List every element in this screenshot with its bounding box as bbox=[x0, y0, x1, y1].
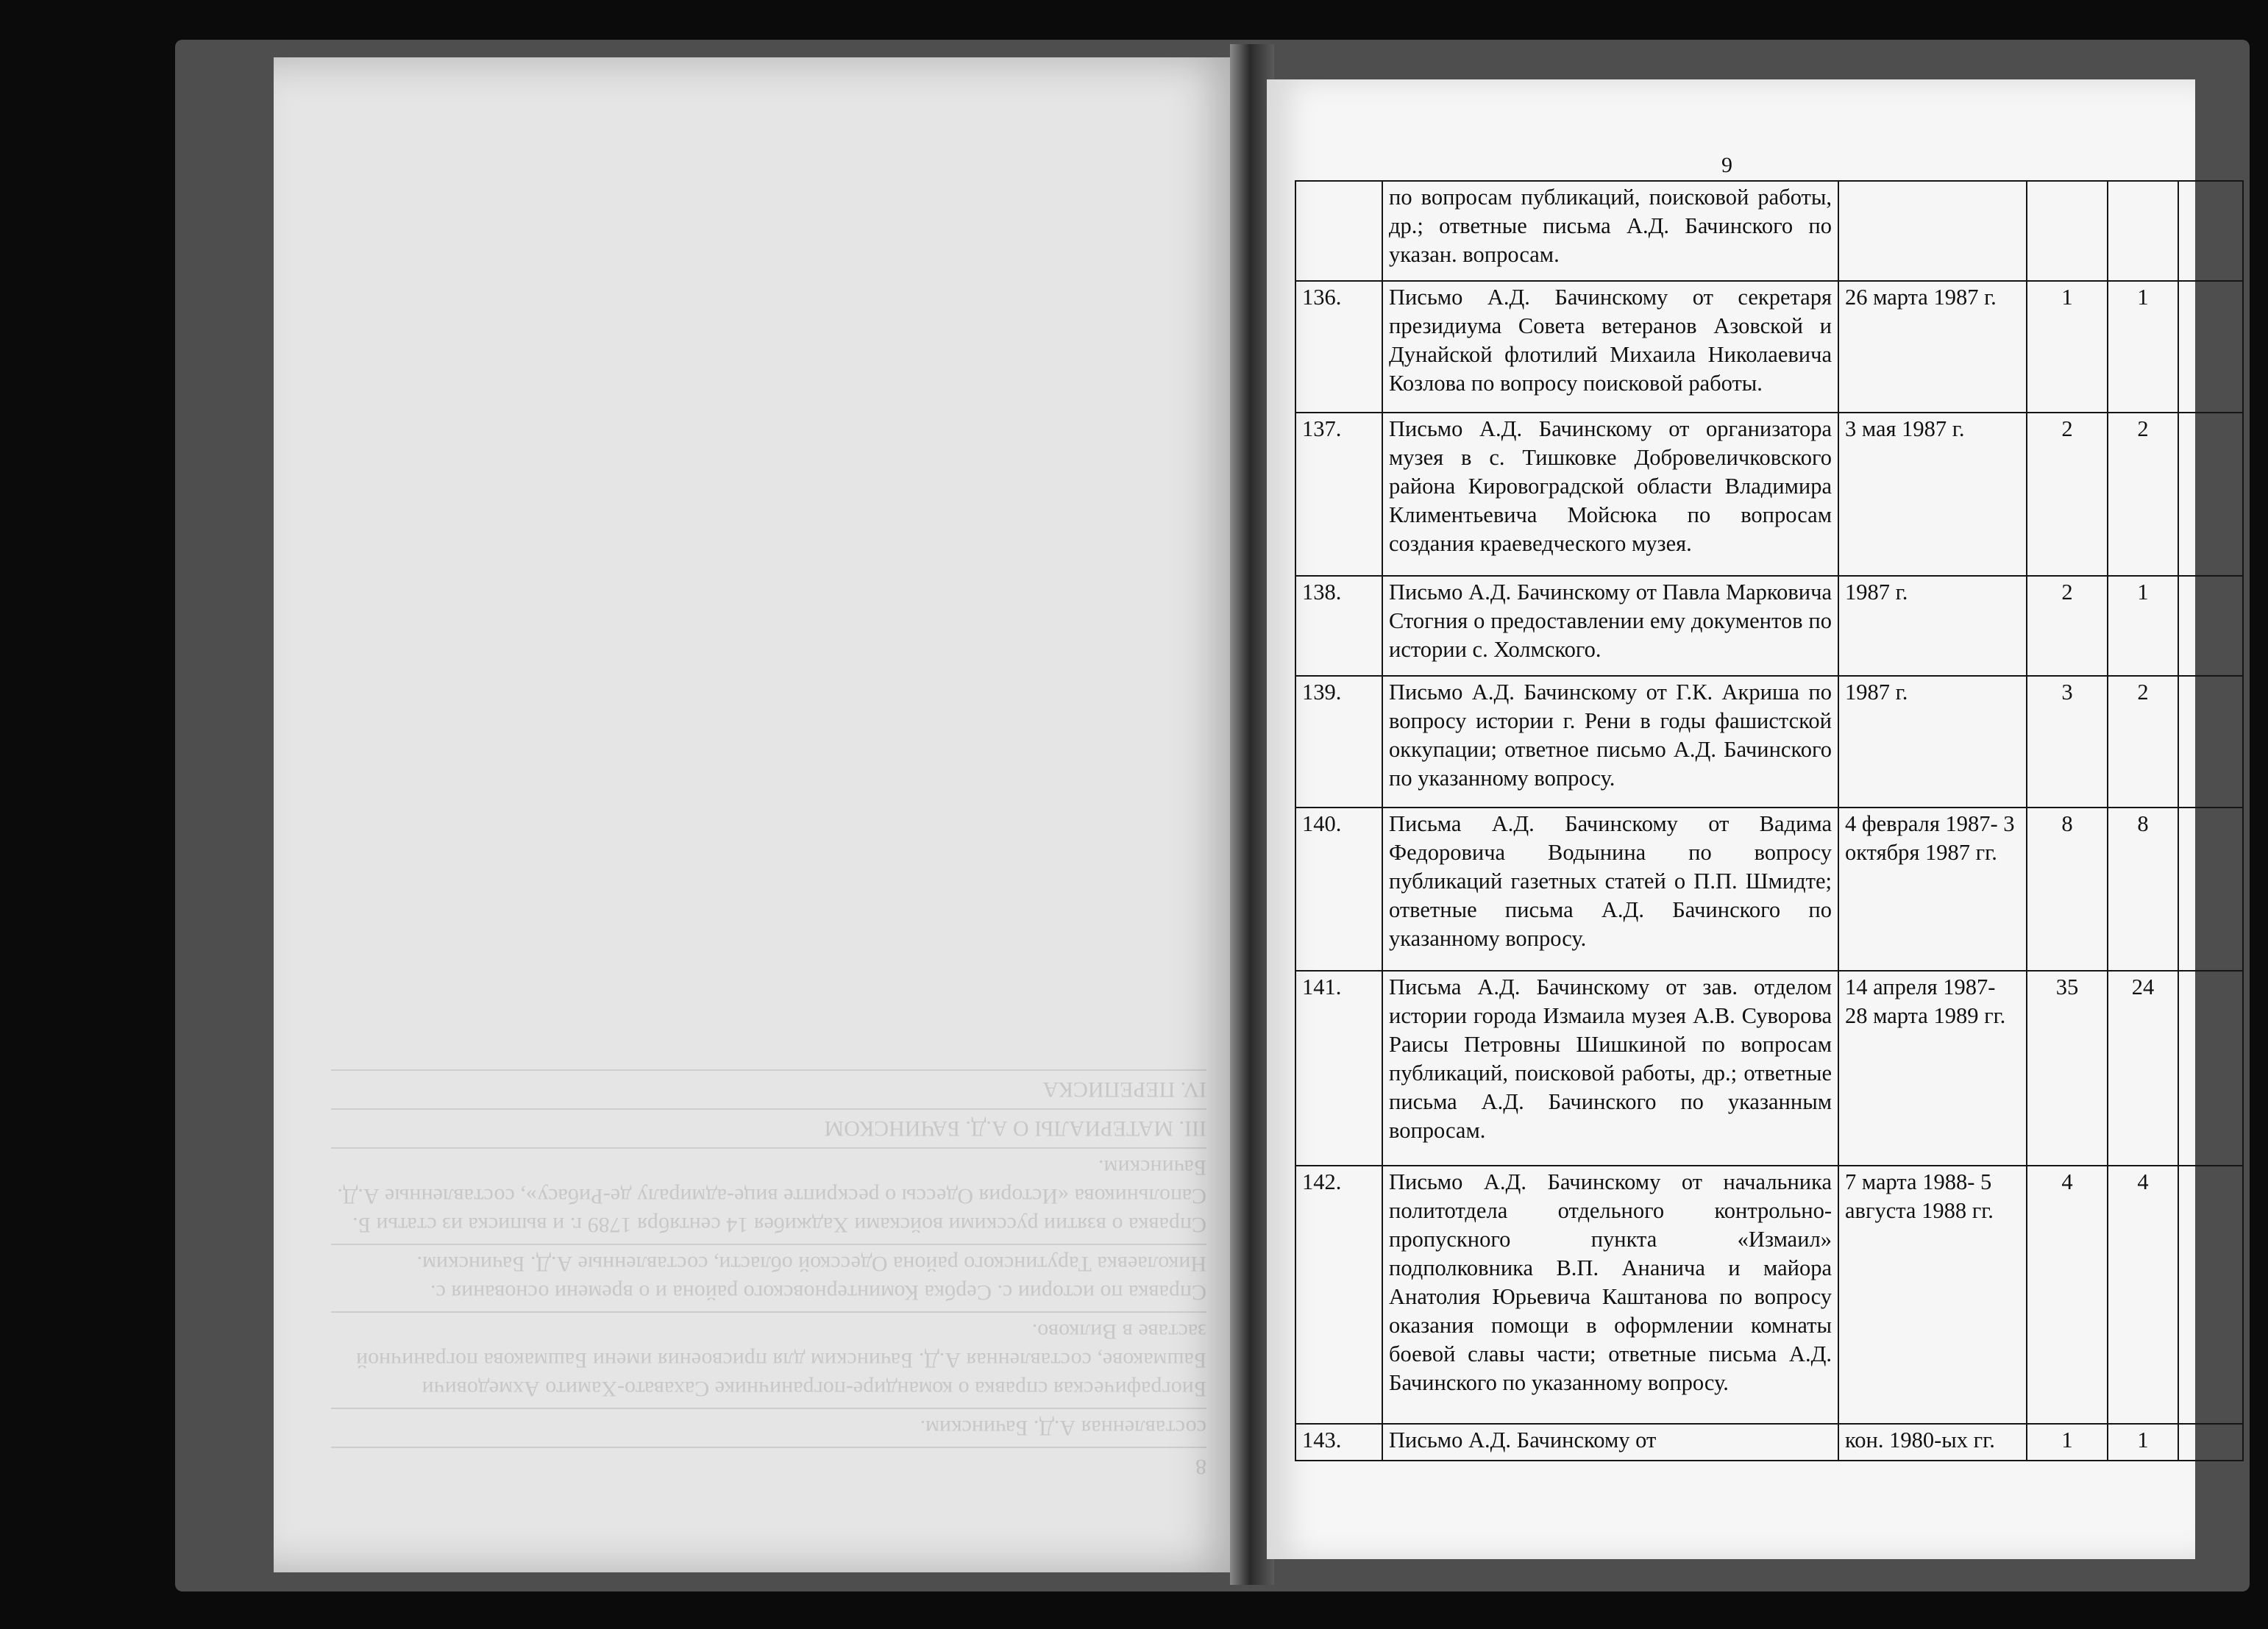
row-date: 14 апреля 1987- 28 марта 1989 гг. bbox=[1838, 971, 2027, 1166]
row-description: Письма А.Д. Бачинскому от зав. отделом истории города Измаила музея А.В. Суворова Раисы Петровны Шишкиной по вопросам публикаций, поисковой работы, др.; ответные письма А.Д. Бачинского по указанным вопросам. bbox=[1382, 971, 1838, 1166]
row-extra bbox=[2178, 576, 2243, 676]
row-sheet-count: 3 bbox=[2027, 676, 2108, 808]
table-row bbox=[1295, 808, 2243, 971]
row-extra bbox=[2178, 808, 2243, 971]
row-extra bbox=[2178, 676, 2243, 808]
table-row bbox=[1295, 676, 2243, 808]
table-row bbox=[1295, 413, 2243, 576]
row-document-count: 24 bbox=[2108, 971, 2178, 1166]
table-row bbox=[1295, 576, 2243, 676]
row-sheet-count: 8 bbox=[2027, 808, 2108, 971]
row-number: 137. bbox=[1295, 413, 1382, 576]
row-document-count: 1 bbox=[2108, 576, 2178, 676]
row-document-count: 1 bbox=[2108, 281, 2178, 413]
row-extra bbox=[2178, 971, 2243, 1166]
row-date: 4 февраля 1987- 3 октября 1987 гг. bbox=[1838, 808, 2027, 971]
row-description: Письмо А.Д. Бачинскому от Павла Марковича Стогния о предоставлении ему документов по истории с. Холмского. bbox=[1382, 576, 1838, 676]
row-extra bbox=[2178, 1166, 2243, 1424]
row-description: Письмо А.Д. Бачинскому от секретаря президиума Совета ветеранов Азовской и Дунайской флотилий Михаила Николаевича Козлова по вопросу поисковой работы. bbox=[1382, 281, 1838, 413]
row-extra bbox=[2178, 181, 2243, 281]
row-document-count: 4 bbox=[2108, 1166, 2178, 1424]
table-row bbox=[1295, 1166, 2243, 1424]
row-date: 26 марта 1987 г. bbox=[1838, 281, 2027, 413]
table-row bbox=[1295, 1424, 2243, 1461]
row-description: Письмо А.Д. Бачинскому от начальника политотдела отдельного контрольно-пропускного пункта «Измаил» подполковника В.П. Ананича и майора Анатолия Юрьевича Каштанова по вопросу оказания помощи в оформлении комнаты боевой славы части; ответные письма А.Д. Бачинского по указанному вопросу. bbox=[1382, 1166, 1838, 1424]
row-sheet-count bbox=[2027, 181, 2108, 281]
bleed-line: III. МАТЕРИАЛЫ О А.Д. БАЧИНСКОМ bbox=[331, 1108, 1206, 1147]
row-number: 139. bbox=[1295, 676, 1382, 808]
row-extra bbox=[2178, 281, 2243, 413]
row-sheet-count: 35 bbox=[2027, 971, 2108, 1166]
bleed-line: Биографическая справка о командире-пограничнике Сахавато-Хамито Ахмедовичи Башмакове, составленная А.Д. Бачинским для присвоения имени Башмакова пограничной заставе в Вилково. bbox=[331, 1311, 1206, 1408]
row-number: 142. bbox=[1295, 1166, 1382, 1424]
row-document-count: 2 bbox=[2108, 676, 2178, 808]
row-sheet-count: 4 bbox=[2027, 1166, 2108, 1424]
table-row bbox=[1295, 281, 2243, 413]
row-date: 7 марта 1988- 5 августа 1988 гг. bbox=[1838, 1166, 2027, 1424]
row-sheet-count: 2 bbox=[2027, 576, 2108, 676]
row-number: 136. bbox=[1295, 281, 1382, 413]
bleed-line: Справка по истории с. Сербка Коминтерновского района и о времени основания с. Николаевка Тарутинского района Одесской области, составленные А.Д. Бачинским. bbox=[331, 1244, 1206, 1311]
row-document-count bbox=[2108, 181, 2178, 281]
row-sheet-count: 1 bbox=[2027, 281, 2108, 413]
row-date: кон. 1980-ых гг. bbox=[1838, 1424, 2027, 1461]
records-table-body bbox=[1295, 181, 2243, 1461]
row-description: Письмо А.Д. Бачинскому от Г.К. Акриша по вопросу истории г. Рени в годы фашистской оккупации; ответное письмо А.Д. Бачинского по указанному вопросу. bbox=[1382, 676, 1838, 808]
row-date: 3 мая 1987 г. bbox=[1838, 413, 2027, 576]
row-document-count: 1 bbox=[2108, 1424, 2178, 1461]
row-extra bbox=[2178, 413, 2243, 576]
row-number: 143. bbox=[1295, 1424, 1382, 1461]
left-page-bleed-through bbox=[331, 140, 1206, 1486]
table-row bbox=[1295, 971, 2243, 1166]
row-extra bbox=[2178, 1424, 2243, 1461]
bleed-line: составленная А.Д. Бачинским. bbox=[331, 1408, 1206, 1447]
row-number: 141. bbox=[1295, 971, 1382, 1166]
row-sheet-count: 1 bbox=[2027, 1424, 2108, 1461]
table-row bbox=[1295, 181, 2243, 281]
bleed-line: IV. ПЕРЕПИСКА bbox=[331, 1069, 1206, 1108]
row-document-count: 8 bbox=[2108, 808, 2178, 971]
row-description: Письмо А.Д. Бачинскому от организатора музея в с. Тишковке Добровеличковского района Кировоградской области Владимира Климентьевича Мойсюка по вопросам создания краеведческого музея. bbox=[1382, 413, 1838, 576]
row-date: 1987 г. bbox=[1838, 676, 2027, 808]
bleed-line: 8 bbox=[331, 1447, 1206, 1486]
row-sheet-count: 2 bbox=[2027, 413, 2108, 576]
row-number: 138. bbox=[1295, 576, 1382, 676]
row-number: 140. bbox=[1295, 808, 1382, 971]
row-description: Письма А.Д. Бачинскому от Вадима Федоровича Водынина по вопросу публикаций газетных статей о П.П. Шмидте; ответные письма А.Д. Бачинского по указанному вопросу. bbox=[1382, 808, 1838, 971]
row-document-count: 2 bbox=[2108, 413, 2178, 576]
bleed-line: Справка о взятии русскими войсками Хаджибея 14 сентября 1789 г. и выписка из статьи Б. Сапольникова «История Одессы о рескрипте вице-адмиралу де-Рибасу», составленные А.Д. Бачинским. bbox=[331, 1147, 1206, 1244]
row-number bbox=[1295, 181, 1382, 281]
page-number: 9 bbox=[1721, 153, 1732, 177]
row-date bbox=[1838, 181, 2027, 281]
row-date: 1987 г. bbox=[1838, 576, 2027, 676]
row-description: по вопросам публикаций, поисковой работы, др.; ответные письма А.Д. Бачинского по указан. вопросам. bbox=[1382, 181, 1838, 281]
records-table bbox=[1295, 180, 2244, 1461]
row-description: Письмо А.Д. Бачинскому от bbox=[1382, 1424, 1838, 1461]
